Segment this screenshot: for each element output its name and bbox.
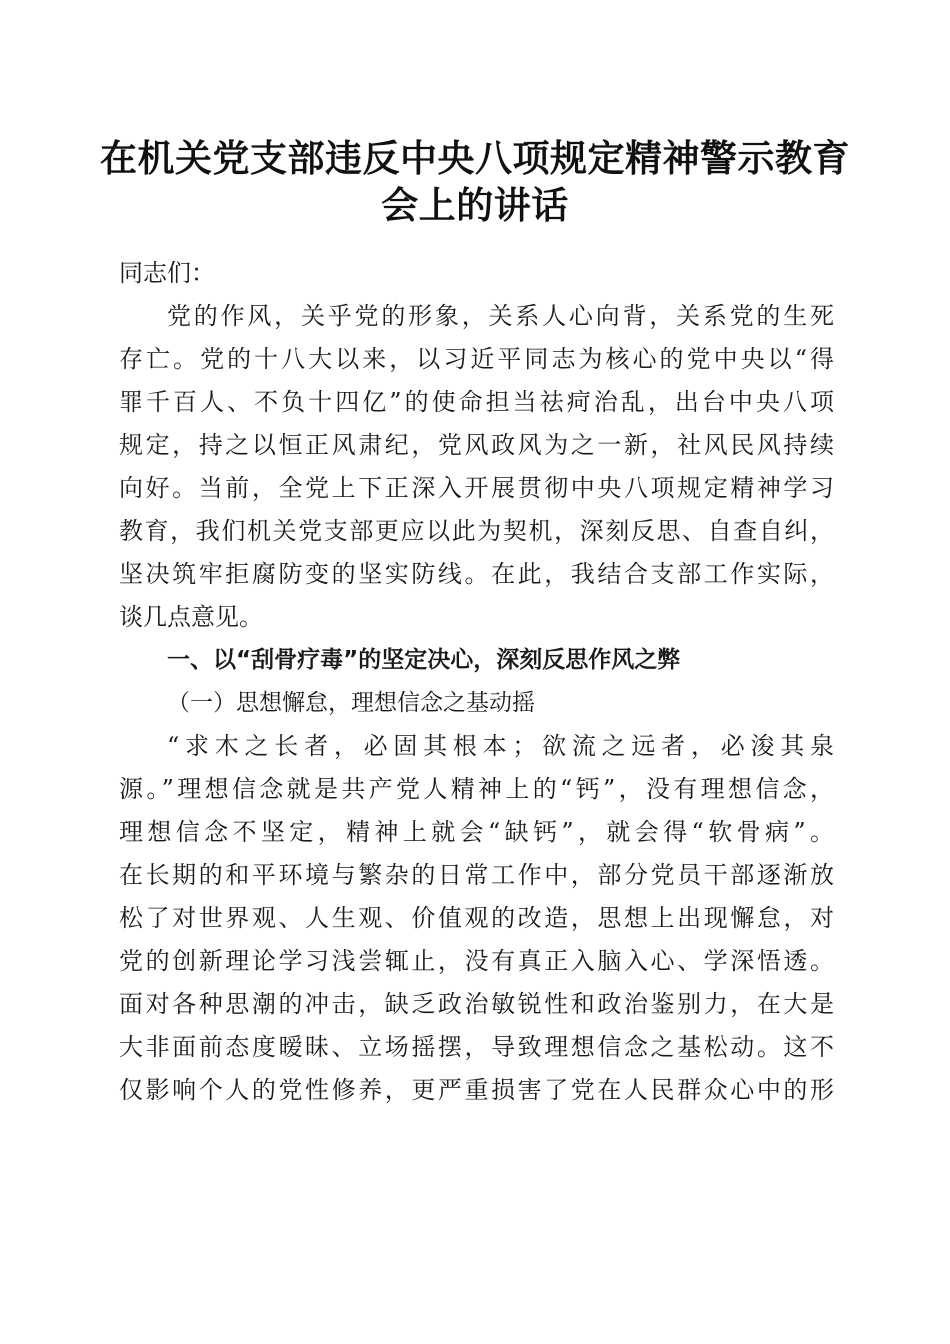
intro-line: 教育，我们机关党支部更应以此为契机，深刻反思、自查自纠， — [119, 517, 834, 545]
intro-line: 谈几点意见。 — [119, 603, 263, 631]
document-title — [0, 135, 950, 229]
paragraph-line: 大非面前态度暧昧、立场摇摆，导致理想信念之基松动。这不 — [119, 1033, 834, 1061]
section-heading: 一、以“刮骨疗毒”的坚定决心，深刻反思作风之弊 — [167, 647, 681, 673]
salutation: 同志们： — [119, 259, 215, 287]
title-line-2: 会上的讲话 — [381, 183, 569, 227]
paragraph-line: 党的创新理论学习浅尝辄止，没有真正入脑入心、学深悟透。 — [119, 947, 834, 975]
intro-line: 存亡。党的十八大以来，以习近平同志为核心的党中央以“得 — [119, 345, 834, 373]
paragraph-line: 理想信念不坚定，精神上就会“缺钙”，就会得“软骨病”。 — [119, 818, 834, 846]
intro-line: 罪千百人、不负十四亿”的使命担当祛疴治乱，出台中央八项 — [119, 388, 834, 416]
subsection-heading: （一）思想懈怠，理想信念之基动摇 — [167, 690, 535, 716]
paragraph-line: 松了对世界观、人生观、价值观的改造，思想上出现懈怠，对 — [119, 904, 834, 932]
paragraph-line: 源。”理想信念就是共产党人精神上的“钙”，没有理想信念， — [119, 775, 834, 803]
paragraph-line: 面对各种思潮的冲击，缺乏政治敏锐性和政治鉴别力，在大是 — [119, 990, 834, 1018]
intro-line: 坚决筑牢拒腐防变的坚实防线。在此，我结合支部工作实际， — [119, 560, 834, 588]
intro-line: 向好。当前，全党上下正深入开展贯彻中央八项规定精神学习 — [119, 474, 834, 502]
intro-line: 党的作风，关乎党的形象，关系人心向背，关系党的生死 — [167, 302, 834, 330]
paragraph-line: 仅影响个人的党性修养，更严重损害了党在人民群众心中的形 — [119, 1076, 834, 1104]
intro-line: 规定，持之以恒正风肃纪，党风政风为之一新，社风民风持续 — [119, 431, 834, 459]
title-line-1: 在机关党支部违反中央八项规定精神警示教育 — [100, 136, 850, 180]
paragraph-line: 在长期的和平环境与繁杂的日常工作中，部分党员干部逐渐放 — [119, 861, 834, 889]
paragraph-line: “求木之长者，必固其根本；欲流之远者，必浚其泉 — [167, 732, 834, 760]
document-body — [119, 252, 834, 1112]
